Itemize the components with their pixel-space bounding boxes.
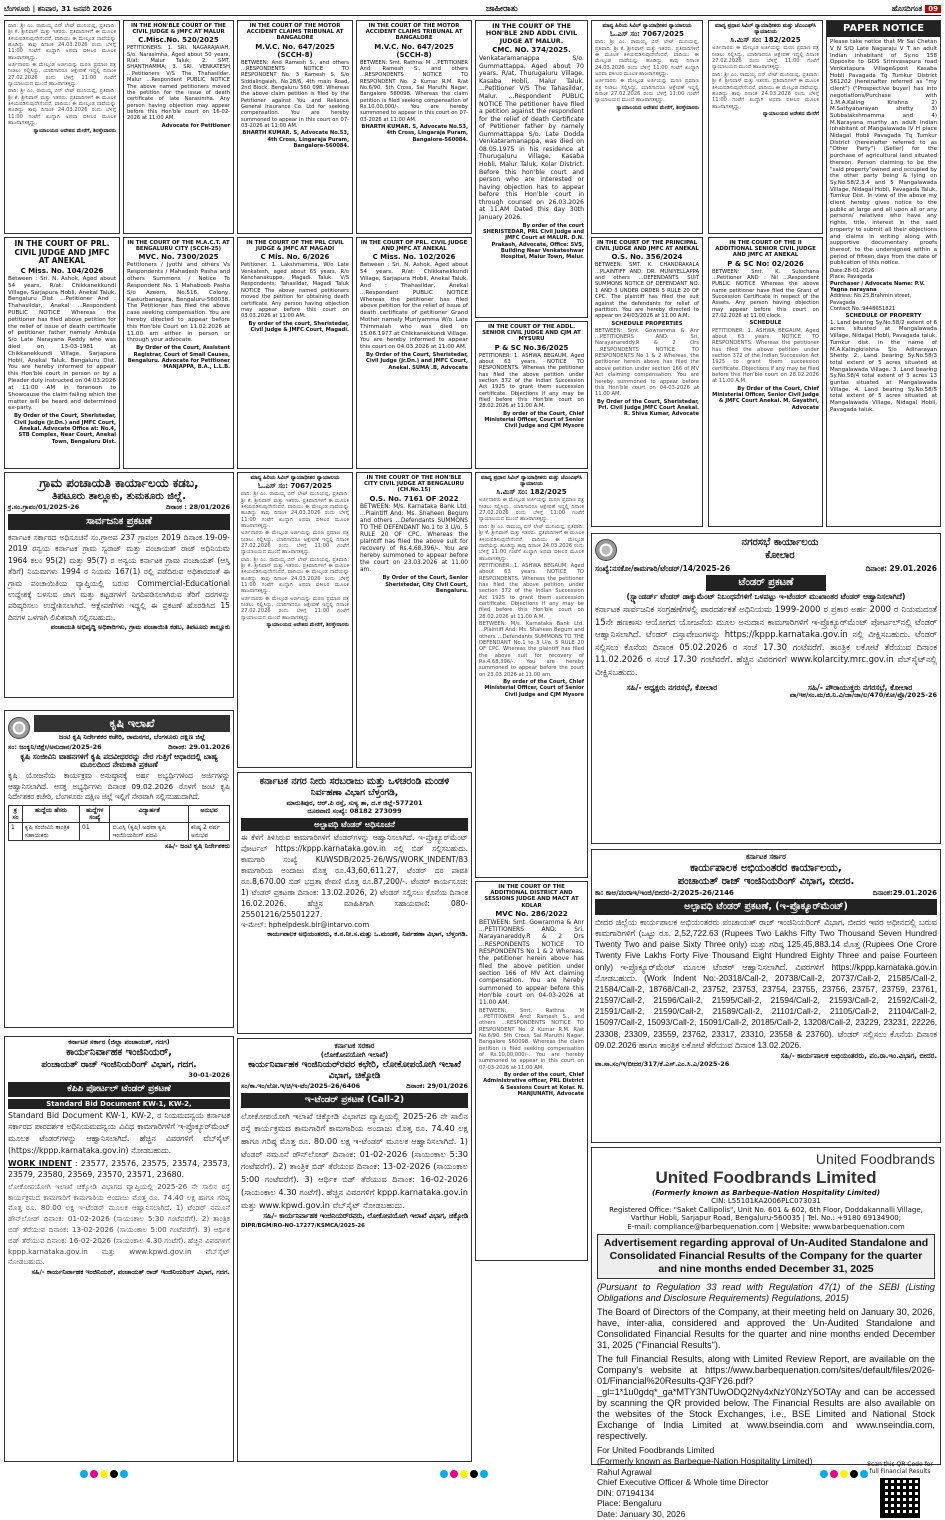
notice-body: ವಾದಿ: ಶ್ರೀ ಎಂ. ರಾಮಯ್ಯ ಬಿನ್ ಲೇಟ್ ಮುನಿಯಪ್ಪ, ಪ್ರತಿವಾದಿ: ಶ್ರೀ ಕೆ. ಶ್ರೀನಿವಾಸ್ ಮತ್ತು ಇತರರು. ಪ್ರತಿವಾದಿಗಳಿಗೆ ಈ ಮೂಲಕ ತಿಳಿಯಪಡಿಸುವುದೇನೆಂದರೆ, ವಾದಿಯು ಈ ಮೇಲ್ಕಂಡ ದಾವೆಯನ್ನು ಹೂಡಿದ್ದು ತಾವು ದಿನಾಂಕ 24.03.2026 ರಂದು ಬೆಳಿಗ್ಗೆ 11:00 ಗಂಟೆಗೆ ಖುದ್ದಾಗಿ ಅಥವಾ ವಕೀಲರ ಮೂಲಕ ಹಾಜರಾಗತಕ್ಕದ್ದು. bbox=[241, 491, 349, 529]
notice-signature: By Order of the Court, Senior Sheristedar, City Civil Court, Bengaluru. bbox=[382, 575, 468, 594]
notice-c6-anekal-os bbox=[591, 237, 703, 527]
kw-tender-notice bbox=[4, 1036, 234, 1462]
water-title: ಕರ್ನಾಟಕ ನಗರ ನೀರು ಸರಬರಾಜು ಮತ್ತು ಒಳಚರಂಡಿ ಮಂಡಳಿ bbox=[259, 776, 450, 787]
case-number: C Miss. No. 102/2026 bbox=[372, 253, 456, 262]
paper-notice-date: Date:28-01-2026 bbox=[830, 268, 875, 275]
gp-date: ದಿನಾಂಕ : 28/01/2026 bbox=[166, 502, 230, 511]
kw-title: ಕಾರ್ಯನಿರ್ವಾಹಕ ಇಂಜಿನಿಯರ್, bbox=[66, 1047, 172, 1059]
notice-body: BETWEEN: M/s. Karnataka Bank Ltd. ...Plaintiff And: Ms. Shaheen Begum and others ...Defendants SUMMONS TO THE DEFENDANT No.1 to 3 U/o. 5 RULE 20 OF CPC. Whereas the plaintiff has filed the above suit for recovery of Rs.4,68,396/-. You are hereby summoned to appear before the court on 23.03.2026 at 11.00 am. bbox=[360, 503, 468, 574]
notice-c6-kannada bbox=[591, 20, 703, 234]
kolar-ref: ಸಂಖ್ಯೆ:ನಸಕೋ/ಕಾಮಗಾರಿ/ಟೆಂಡರ್/14/2025-26 bbox=[595, 564, 731, 573]
krishi-ref: ಸಂ: ಜಂಕೃನಿ/ಜಿಕ್ಷೇ/ಅನುದಾನ/2025-26 bbox=[8, 742, 102, 751]
krishi-table bbox=[8, 805, 230, 841]
krishi-office: ಜಂಟಿ ಕೃಷಿ ನಿರ್ದೇಶಕರ ಕಚೇರಿ, ರಾಮನಗರ, ಬೆಂಗಳೂರು ದಕ್ಷಿಣ ಜಿಲ್ಲೆ bbox=[58, 733, 206, 742]
krishi-notice bbox=[4, 710, 234, 1028]
court-name: IN THE COURT OF THE PRL CIVIL JUDGE & JMFC AT MAGADI bbox=[246, 240, 344, 253]
case-number: P & SC No: 02/2026 bbox=[727, 259, 804, 268]
court-name: IN THE COURT OF THE PRINCIPAL CIVIL JUDGE AND JMFC AT ANEKAL bbox=[595, 240, 699, 253]
notice-body: ಅರ್ಜಿದಾರರು ಈ ಮೇಲ್ಕಂಡ ಅರ್ಜಿಯನ್ನು ಮರಣ ಪ್ರಮಾಣ ಪತ್ರ ನೀಡಲು ಸಲ್ಲಿಸಿದ್ದು, ಯಾರಿಗಾದರೂ ಆಕ್ಷೇಪಣೆ ಇದ್ದಲ್ಲಿ ದಿನಾಂಕ 27.02.2026 ರಂದು ಬೆಳಿಗ್ಗೆ 11:00 ಗಂಟೆಗೆ ನ್ಯಾಯಾಲಯದ ಮುಂದೆ ಹಾಜರಾಗತಕ್ಕದ್ದು. bbox=[712, 45, 819, 71]
kolar-city: ಕೋಲಾರ bbox=[765, 550, 795, 561]
case-number: ಸಿ.ಮಿಸ್ ಸಂ: 182/2025 bbox=[496, 488, 567, 497]
paper-notice-address: Address: No.25,Brahmin street, Pavagada bbox=[830, 293, 912, 306]
bidar-signature: ಸಹಿ/- ಕಾರ್ಯಪಾಲಕ ಅಭಿಯಂತರರು, ಪಂ.ರಾ.ಇಂ.ವಿಭಾಗ, ಬೀದರ. bbox=[780, 1052, 937, 1060]
krishi-signature: ಸಹಿ/- ಜಂಟಿ ಕೃಷಿ ನಿರ್ದೇಶಕರು bbox=[164, 842, 230, 851]
case-number: C.Misc.No. 520/2025 bbox=[138, 36, 219, 45]
pwd-banner: ಇ-ಟೆಂಡರ್ ಪ್ರಕಟಣೆ (Call-2) bbox=[241, 1093, 468, 1108]
water-body: ಈ ಕೆಳಗೆ ತಿಳಿಸಿರುವ ಕಾಮಗಾರಿಗಳಿಗೆ ಟೆಂಡರ್‌ಗಳನ್ನು ಆಹ್ವಾನಿಸಲಾಗಿದೆ. ಇ-ಪ್ರೊಕ್ಯೂರ್‌ಮೆಂಟ್ ಪೋರ್ಟಲ್ https://kppp.karnataka.gov.in ನಲ್ಲಿ ಬಿಡ್ ಸಲ್ಲಿಸಬಹುದು. ಕಾಮಗಾರಿ ಸಂಖ್ಯೆ KUWSDB/2025-26/WS/WORK_INDENT/83 ಕಾಮಗಾರಿಯ ಅಂದಾಜು ಮೊತ್ತ ರೂ.43,60,611.27, ಟೆಂಡರ್ ದರ ಪಾವತಿ ರೂ.8,670.00 ಬಿಡ್ ಭದ್ರತಾ ಠೇವಣಿ ಮೊತ್ತ ರೂ.87,200/-. ಟೆಂಡರ್ ಕಾರ್ಯಸೂಚಿ: 1) ಟೆಂಡರ್ ಪ್ರಕಟಣಾ ದಿನಾಂಕ: 13.02.2026, 2) ಟೆಂಡರ್ ಸಲ್ಲಿಸಲು ಕೊನೆಯ ದಿನಾಂಕ 16.02.2026. ಹೆಚ್ಚಿನ ಮಾಹಿತಿಗಾಗಿ ಸಹಾಯವಾಣಿ: 080-25501216/25501227. bbox=[241, 833, 468, 919]
notice-body: BETWEEN: Smt. Rathna. M ...PETITIONER And: Ramesh S., and others ...RESPONDENTS NOTICE TO RESPONDENT No. 2 Kumar R.M. R/at No.6/90, 5th Cross, Sai Maruthi Nagar, Bangalore 560098. Whereas the claim petition is filed seeking compensation of Rs.10,00,000/-. You are hereby summoned to appear in this court on 07-03-2026 at 11:00 AM. bbox=[360, 59, 468, 123]
masthead-date: ಬೆಂಗಳೂರು | ಶನಿವಾರ, 31 ಜನವರಿ 2026 bbox=[4, 4, 112, 13]
court-name: ಮಾನ್ಯ ಹಿರಿಯ ಸಿವಿಲ್ ನ್ಯಾಯಾಧೀಶರ ನ್ಯಾಯಾಲಯ bbox=[602, 23, 692, 29]
notice-signature: ನ್ಯಾಯಾಲಯದ ಆದೇಶದ ಮೇರೆಗೆ, ಶಿರಸ್ತೇದಾರರು bbox=[266, 622, 349, 629]
registration-marks-right bbox=[820, 1470, 882, 1478]
kw-indent-label: WORK INDENT bbox=[8, 1158, 72, 1168]
gp-subtitle: ತಿಪಟೂರು ತಾಲ್ಲೂಕು, ತುಮಕೂರು ಜಿಲ್ಲೆ. bbox=[52, 491, 186, 503]
notice-body: Petitioners / Jyothi and others Vs Respondents / Mahadesh Pasha and others Summons / Notice To Respondent No. 1 Mahaboob Pasha S/o Azeem, No.516, Colony, Kasturbanagara, Bengaluru-560038. The Petitioner has filed the above case seeking compensation. You are hereby directed to appear before this Hon'ble Court on 11.02.2026 at 11.00 am either in person or through your advocate. bbox=[127, 262, 230, 344]
notice-c5-kannada bbox=[475, 472, 588, 878]
bidar-subtitle: ಪಂಚಾಯತ್ ರಾಜ್ ಇಂಜಿನಿಯರಿಂಗ್ ವಿಭಾಗ, ಬೀದರ. bbox=[677, 875, 855, 887]
kw-body-extra: ಲೋಕೋಪಯೋಗಿ ಇಲಾಖೆ ಚಿಕ್ಕೋಡಿ ವಿಭಾಗದ ವ್ಯಾಪ್ತಿಯಲ್ಲಿ 2025-26 ನೇ ಸಾಲಿನ ರಸ್ತೆ ಕಾರ್ಯಕ್ರಮದ ಕಾಮಗಾರಿಗೆ ಕಾಮಗಾರಿಯ ಅಂದಾಜು ಮೊತ್ತ ರೂ. 74.40 ಲಕ್ಷ ಹಾಗೂ ಗರಿಷ್ಠ ಮೊತ್ತ ರೂ. 80.00 ಲಕ್ಷ ಇ-ಟೆಂಡರ್ ಮೂಲಕ ಆಹ್ವಾನಿಸಲಾಗಿದೆ. 1) ಟೆಂಡರ್ ನಮೂನೆ ಡೌನ್‌ಲೋಡ್ ದಿನಾಂಕ: 01-02-2026 (ಸಾಯಂಕಾಲ 5:30 ಗಂಟೆವರೆಗೆ). 2) ತಾಂತ್ರಿಕ ಬಿಡ್ ತೆರೆಯುವ ದಿನಾಂಕ: 13-02-2026 (ಸಾಯಂಕಾಲ 5:00 ಗಂಟೆವರೆಗೆ). 3) ಆರ್ಥಿಕ ಬಿಡ್ ತೆರೆಯುವ ದಿನಾಂಕ: 16-02-2026 (ಸಾಯಂಕಾಲ 4.30 ಗಂಟೆಗೆ). ಹೆಚ್ಚಿನ ವಿವರಗಳಿಗೆ kppp.karnataka.gov.in ಮತ್ತು www.kpwd.gov.in ವೆಬ್‌ಸೈಟ್ ನೋಡಬಹುದು. bbox=[8, 1181, 231, 1267]
paper-notice-body: Please take notice that Mr Sai Chetan V N S/O Late Nagaraju V T an adult Indian inhabitant of Sy.no 158 Opposite to GDS Srinivasapura road Venkatapura Village&post Kasaba Hobli Pavagada Tq Tumkur District 561202 (hereinafter referred as "my client") ("Prospective buyer) has into negotiations/Purchase with 1.M.A.Kaling Krishna 2) M.Sathyanarayan shetty 3) Subbalakshmamma and 4) M.Narayana murthy an adult Indian inhabitant of Mangalawada IV H place Nidagal Hobli Pavagada Tq Tumkur District (hereinafter referred to as "Other Party") (Seller) for the purchase of agricultural land situated thereon. Person claiming to be the "said property"owned and occupied by the other party being & lying on Sy.No.58/2,3,4 and 5 Mangalawada Village, Nidagal Hobli, Pavagada Taluk, Tumkur Dist. In view of the above my client hereby gives notice to the public at large and all upon all or any persons/ relatives who have any rights, title, interest in the said property to submit all their objections and claims in writing along with supportive documentary proofs thereof, to the undersigned within a period of fifteen days from the date of publication of this notice. bbox=[830, 39, 937, 267]
water-board-tender bbox=[237, 772, 472, 1034]
bidar-banner: ಅಲ್ಪಾವಧಿ ಟೆಂಡರ್ ಪ್ರಕಟಣೆ, (ಇ-ಪ್ರೊಕ್ಯೂರ್‌ಮೆಂಟ್) bbox=[595, 899, 937, 915]
notice-signature: BHARTH KUMAR. S, Advocate No.53, 4th Cross, Lingaraja Puram, Bangalore-560084. bbox=[242, 130, 349, 150]
notice-signature: By order of the court, Sheristedar, Civil Judge & JMFC Court, Magadi. bbox=[248, 320, 349, 333]
kw-indent-list: : 23577, 23576, 23575, 23574, 23573, 23579, 23580, 23569, 23570, 23571, 23680. bbox=[8, 1158, 230, 1180]
notice-body: ಅರ್ಜಿದಾರರು ಈ ಮೇಲ್ಕಂಡ ಅರ್ಜಿಯನ್ನು ಮರಣ ಪ್ರಮಾಣ ಪತ್ರ ನೀಡಲು ಸಲ್ಲಿಸಿದ್ದು, ಯಾರಿಗಾದರೂ ಆಕ್ಷೇಪಣೆ ಇದ್ದಲ್ಲಿ ದಿನಾಂಕ 27.02.2026 ರಂದು ಬೆಳಿಗ್ಗೆ 11:00 ಗಂಟೆಗೆ ನ್ಯಾಯಾಲಯದ ಮುಂದೆ ಹಾಜರಾಗತಕ್ಕದ್ದು. bbox=[241, 530, 349, 556]
notice-signature: BHARTH KUMAR. S, Advocate No.53, 4th Cross, Lingaraja Puram, Bangalore-560084. bbox=[361, 124, 468, 143]
notice-text: ವಾದಿ: ಶ್ರೀ ಎಂ. ರಾಮಯ್ಯ ಬಿನ್ ಲೇಟ್ ಮುನಿಯಪ್ಪ, ಪ್ರತಿವಾದಿ: ಶ್ರೀ ಕೆ. ಶ್ರೀನಿವಾಸ್ ಮತ್ತು ಇತರರು. ಪ್ರತಿವಾದಿಗಳಿಗೆ ಈ ಮೂಲಕ ತಿಳಿಯಪಡಿಸುವುದೇನೆಂದರೆ, ವಾದಿಯು ಈ ಮೇಲ್ಕಂಡ ದಾವೆಯನ್ನು ಹೂಡಿದ್ದು ತಾವು ದಿನಾಂಕ 24.03.2026 ರಂದು ಬೆಳಿಗ್ಗೆ 11:00 ಗಂಟೆಗೆ ಖುದ್ದಾಗಿ ಅಥವಾ ವಕೀಲರ ಮೂಲಕ ಹಾಜರಾಗತಕ್ಕದ್ದು. bbox=[8, 88, 116, 127]
uf-para-2: The full Financial Results, along with Limited Review Report, are available on the Company's website at https://www.barbequenation.com/sites/default/files/2026-01/Financial%20Results-Q3FY26.pdf?_gl=1*1u0gdq*_ga*MTY3NTUwODQ2Ny4xNzY0NzY5OTAy and can be accessed by scanning the QR provided below. The Financial Results are also available on the websites of the Stock Exchanges, i.e., BSE Limited and National Stock Exchange of India Limited at www.bseindia.com and www.nseindia.com, respectively. bbox=[597, 1354, 935, 1442]
notice-signature: ನ್ಯಾಯಾಲಯದ ಆದೇಶದ ಮೇರೆಗೆ bbox=[763, 110, 819, 117]
notice-body: BETWEEN: Smt. Rathna. M ...PETITIONER And: Ramesh S., and others ...RESPONDENTS NOTICE TO RESPONDENT No. 2 Kumar R.M. R/at No.6/90, 5th Cross, Sai Maruthi Nagar, Bangalore 560098. Whereas the claim petition is filed seeking compensation of Rs.10,00,000/-. You are hereby summoned to appear in this court on 07-03-2026 at 11:00 AM. bbox=[479, 1007, 584, 1071]
court-name: ಮಾನ್ಯ ಪ್ರಧಾನ ಸಿವಿಲ್ ನ್ಯಾಯಾಧೀಶರು ಮತ್ತು ಜೆಎಂಎಫ್‌ಸಿ ನ್ಯಾಯಾಲಯ bbox=[480, 475, 583, 488]
notice-c1-filler bbox=[4, 20, 120, 234]
masthead bbox=[4, 3, 941, 16]
uf-formerly: (Formerly known as Barbeque-Nation Hospitality Limited) bbox=[651, 1188, 881, 1197]
case-number: M.V.C. No. 647/2025 (SCCH-8) bbox=[374, 42, 454, 59]
case-number: P & SC No.36/2025 bbox=[494, 343, 569, 352]
united-foodbrands-ad bbox=[591, 1147, 941, 1520]
court-name: IN THE COURT OF THE HON'BLE 2ND ADDL CIVIL JUDGE AT MALUR. bbox=[485, 22, 578, 45]
pwd-signature: ಸಹಿ/- ಕಾರ್ಯನಿರ್ವಾಹಕ ಇಂಜಿನಿಯರ್‌ರವರು, ಲೋಕೋಪಯೋಗಿ ಇಲಾಖೆ ವಿಭಾಗ, ಚಿಕ್ಕೋಡಿ bbox=[263, 1212, 468, 1221]
case-number: C Mis. No. 6/2026 bbox=[260, 253, 330, 262]
kw-date: 30-01-2026 bbox=[188, 1070, 230, 1079]
notice-c5-citycivil bbox=[356, 472, 472, 768]
kolar-sig-right: ಸಹಿ/- ಪೌರಾಯುಕ್ತರು ನಗರಸಭೆ, ಕೋಲಾರ bbox=[807, 682, 913, 692]
notice-signature: By Order of the Court, Sheristedar, Civil Judge (Jr.Dn.) and JMFC Court, Anekal. Advocate Office at: No.4, STB Complex, Near Court, Anekal Town, Bengaluru Dist. bbox=[13, 413, 116, 445]
notice-c4-anekal bbox=[356, 237, 472, 469]
notice-signature: By order of the Court, Chief Ministerial Officer, Court of Senior Civil Judge and CJM Mysore bbox=[484, 410, 584, 430]
kolar-body: ಕರ್ನಾಟಕ ಸಾರ್ವಜನಿಕ ಸಂಗ್ರಹಣೆಗಳಲ್ಲಿ ಪಾರದರ್ಶಕತೆ ಅಧಿನಿಯಮ 1999-2000 ರ ಪ್ರಕಾರ ಅರ್ಹ 2000 ರ ನಿಯಮದಂತೆ 15ನೇ ಹಣಕಾಸು ಆಯೋಗದ ಯೋಜನೆಯ ಮೂಲ ಅನುದಾನ ಕಾಮಗಾರಿಗಳಿಗೆ ಇ-ಪ್ರೊಕ್ಯೂರ್‌ಮೆಂಟ್ ಪೋರ್ಟಲ್‌ನಲ್ಲಿ ಟೆಂಡರ್ ಆಹ್ವಾನಿಸಲಾಗಿದೆ. ಟೆಂಡರ್ ದಸ್ತಾವೇಜುಗಳನ್ನು https://kppp.karnataka.gov.in ನಲ್ಲಿ ವೀಕ್ಷಿಸಬಹುದು. ಟೆಂಡರ್ ಸಲ್ಲಿಸಲು ಕೊನೆಯ ದಿನಾಂಕ 05.02.2026 ರ ಸಂಜೆ 17.30 ಗಂಟೆವರೆಗೆ. ತಾಂತ್ರಿಕ ಲಕೋಟೆ ತೆರೆಯುವ ದಿನಾಂಕ 11.02.2026 ರ ಸಂಜೆ 17.30 ಗಂಟೆವರೆಗೆ. ಹೆಚ್ಚಿನ ವಿವರಗಳಿಗೆ www.kolarcity.mrc.gov.in ವೆಬ್‌ಸೈಟ್‌ನಲ್ಲಿ ವೀಕ್ಷಿಸಬಹುದು. bbox=[595, 603, 937, 677]
case-number: ಸಿ.ಮಿಸ್ ಸಂ: 182/2025 bbox=[730, 36, 801, 45]
schedule-title: SCHEDULE bbox=[749, 320, 782, 327]
notice-text: ಅರ್ಜಿದಾರರು ಈ ಮೇಲ್ಕಂಡ ಅರ್ಜಿಯನ್ನು ಮರಣ ಪ್ರಮಾಣ ಪತ್ರ ನೀಡಲು ಸಲ್ಲಿಸಿದ್ದು, ಯಾರಿಗಾದರೂ ಆಕ್ಷೇಪಣೆ ಇದ್ದಲ್ಲಿ ದಿನಾಂಕ 27.02.2026 ರಂದು ಬೆಳಿಗ್ಗೆ 11:00 ಗಂಟೆಗೆ ನ್ಯಾಯಾಲಯದ ಮುಂದೆ ಹಾಜರಾಗತಕ್ಕದ್ದು. bbox=[8, 62, 116, 88]
pwd-date: ದಿನಾಂಕ: 29/01/2026 bbox=[406, 1081, 468, 1090]
notice-c3-mact bbox=[237, 20, 353, 234]
notice-c4-mact bbox=[356, 20, 472, 234]
court-name: IN THE HON'BLE COURT OF THE CIVIL JUDGE & JMFC AT MALUR bbox=[131, 23, 226, 36]
qr-code-icon[interactable] bbox=[880, 1478, 920, 1518]
notice-body: ವಾದಿ: ಶ್ರೀ ಎಂ. ರಾಮಯ್ಯ ಬಿನ್ ಲೇಟ್ ಮುನಿಯಪ್ಪ, ಪ್ರತಿವಾದಿ: ಶ್ರೀ ಕೆ. ಶ್ರೀನಿವಾಸ್ ಮತ್ತು ಇತರರು. ಪ್ರತಿವಾದಿಗಳಿಗೆ ಈ ಮೂಲಕ ತಿಳಿಯಪಡಿಸುವುದೇನೆಂದರೆ, ವಾದಿಯು ಈ ಮೇಲ್ಕಂಡ ದಾವೆಯನ್ನು ಹೂಡಿದ್ದು ತಾವು ದಿನಾಂಕ 24.03.2026 ರಂದು ಬೆಳಿಗ್ಗೆ 11:00 ಗಂಟೆಗೆ ಖುದ್ದಾಗಿ ಅಥವಾ ವಕೀಲರ ಮೂಲಕ ಹಾಜರಾಗತಕ್ಕದ್ದು. bbox=[712, 71, 820, 110]
uf-para-1: The Board of Directors of the Company, at their meeting held on January 30, 2026, have, inter-alia, considered and approved the Un-Audited Standalone and Consolidated Financial Results for the quarter and nine months ended December 31, 2025 ("Financial Results"). bbox=[597, 1306, 935, 1351]
uf-signer: Rahul Agrawal bbox=[597, 1466, 652, 1477]
case-number: MVC. No. 7300/2025 bbox=[138, 253, 219, 262]
notice-body: Between : Sri. N. Ashok, Aged about 54 years, R/at: Chikkanekkundi Village, Sarjapura Hobli, Anekal Taluk, Bengaluru Dist. ...Petitioner And : Thahasildar, Anekal ...Respondent PUBLIC NOTICE Whereas the petitioner has filed above petition for the relief of issue of death certificate of petitioner father namely Ambuja S/o Late Narayana Reddy who was died on 13-03-1981 at Chikkanekkundi Village, Sarjapura Hobli, Anekal Taluk, Bengaluru Dist. You are hereby informed to appear this Hon'ble court in person or by a Pleader duly instructed on 04.03.2026 at 11:00 AM in forenoon to Showcause the claim failing which the matter will be heard and determined ex-party. bbox=[8, 275, 116, 412]
case-number: O.S. No. 7161 OF 2022 bbox=[369, 494, 459, 503]
paper-notice-signer: Purchaser / Advocate Name: P.V. Yagna narayana bbox=[830, 280, 925, 294]
court-name: IN THE COURT OF THE II ADDITIONAL SENIOR CIVIL JUDGE AND JMFC AT ANEKAL bbox=[715, 240, 816, 259]
notice-body: PETITIONER: 1. ASHWA BEGAUM, Aged about 63 years. NOTICE TO RESPONDENTS. Whereas the petitioner has filed the above petition under section 372 of the Indian Succession Act 1925 to grant them succession certificate. Objections if any may be filed before this Hon'ble court on 28.02.2026 at 11.00 A.M. bbox=[712, 327, 820, 385]
kolar-ref-row bbox=[595, 564, 937, 573]
uf-din: DIN: 07194134 bbox=[597, 1487, 655, 1498]
notice-c6-anekal-psc bbox=[708, 237, 823, 527]
table-header: ಅನುಭವ bbox=[189, 805, 230, 823]
krishi-date: ದಿನಾಂಕ: 29.01.2026 bbox=[168, 742, 230, 751]
notice-mid-kannada-1 bbox=[237, 472, 353, 768]
notice-signature: By Order of the Court, Sheristedar, Civil Judge (Jr.Dn.) and JMFC Court, Anekal. SUMA .B, Advocate bbox=[365, 352, 468, 371]
uf-place: Place: Bengaluru bbox=[597, 1498, 662, 1509]
paper-notice-title: PAPER NOTICE bbox=[827, 21, 940, 37]
table-header-row bbox=[9, 805, 230, 823]
kolar-sig-left: ಸಹಿ/- ಅಧ್ಯಕ್ಷರು ನಗರಸಭೆ, ಕೋಲಾರ bbox=[626, 682, 718, 692]
notice-body: PETITIONER: 1. ASHWA BEGAUM, Aged about 63 years. NOTICE TO RESPONDENTS. Whereas the petitioner has filed the above petition under section 372 of the Indian Succession Act 1925 to grant them succession certificate. Objections if any may be filed before this Hon'ble court on 28.02.2026 at 11.00 A.M. bbox=[479, 562, 584, 620]
case-number: ಓ.ಎಸ್ ಸಂ: 7067/2025 bbox=[258, 482, 332, 491]
court-name: IN THE COURT OF THE MOTOR ACCIDENT CLAIMS TRIBUNAL AT BANGALORE bbox=[365, 23, 463, 42]
notice-c3-magadi bbox=[237, 237, 353, 469]
paper-notice-contact: Contact No.:9448651821 bbox=[830, 306, 896, 313]
bidar-tender bbox=[591, 849, 941, 1143]
notice-body: BETWEEN: Smt. Gowramma & Anr ...PETITIONERS AND: Sri. Narayanareddy.R & 2 Ors ...RESPONDENTS NOTICE TO RESPONDENTS No 1 & 2 Whereas, the petitioner herein above has filed the above petition under section 166 of MV Act claiming compensation. You are hereby summoned to appear before this Hon'ble court on 04-03-2026 at 11.00 AM. bbox=[479, 918, 584, 1007]
uf-regulation: (Pursuant to Regulation 33 read with Regulation 47(1) of the SEBI (Listing Obligations and Disclosure Requirements) Regulations, 2015) bbox=[597, 1281, 935, 1303]
kw-banner2: Standard Bid Document KW-1, KW-2, bbox=[8, 1099, 230, 1109]
notice-body: Between : Sri. N. Ashok, Aged about 54 years, R/at: Chikkanekkundi Village, Sarjapura Hobli, Anekal Taluk. And : Thahasildar, Anekal ...Respondent PUBLIC NOTICE Whereas the petitioner has filed above petition for the relief of issue of death certificate of petitioner Grand Mother namely Muniyamma W/o. Late Thimmaiah who was died on 15.06.1977 at Chikkanekkundi Village. You are hereby informed to appear this court on 04.03.2026 at 11:00 AM. bbox=[360, 262, 468, 351]
case-number: O.S. No. 356/2024 bbox=[611, 253, 683, 262]
table-header: ವಿದ್ಯಾರ್ಹತೆ bbox=[110, 805, 189, 823]
court-name: IN THE COURT OF THE ADDITIONAL DISTRICT AND SESSIONS JUDGE AND MACT AT KOLAR bbox=[484, 884, 579, 909]
pwd-title: ಕಾರ್ಯನಿರ್ವಾಹಕ ಇಂಜಿನಿಯರ್‌ರವರ ಕಛೇರಿ, ಲೋಕೋಪಯೋಗಿ ಇಲಾಖೆ ವಿಭಾಗ, ಚಿಕ್ಕೋಡಿ bbox=[248, 1060, 461, 1081]
bidar-body: ಬೀದರ ಜಿಲ್ಲೆಯ ಕಾರ್ಯಪಾಲಕ ಅಭಿಯಂತರರು ಪಂಚಾಯತ್ ರಾಜ್ ಇಂಜಿನಿಯರಿಂಗ್ ವಿಭಾಗ, ಬೀದರ ಇವರ ಅಧೀನದಲ್ಲಿ ಬರುವ ಕಾಮಗಾರಿಗಳಿಗೆ (ಒಟ್ಟು ರೂ. 2,52,722.63 (Rupees Two Lakhs Fifty Two Thousand Seven Hundred Twenty Two and paise Sixty Three only) ಮತ್ತು ಗರಿಷ್ಠ 125,45,883.14 ಮೊತ್ತ (Rupees One Crore Twenty Five Lakhs Forty Five Thousand Eight Hundred Eighty Three and paise Fourteen only) ಇ-ಪ್ರೊಕ್ಯೂರ್‌ಮೆಂಟ್ ಮೂಲಕ ಟೆಂಡರ್ ಆಹ್ವಾನಿಸಲಾಗಿದೆ. ವಿವರಗಳಿಗೆ https://kppp.karnataka.gov.in ನೋಡಬಹುದು. (Work Indent No:-20318/Call-2, 20738/Call-2, 20737/Call-2, 21585/Call-2, 21584/Call-2, 18768/Call-2, 23752, 23753, 23754, 23755, 23756, 23757, 23759, 23761, 21597/Call-2, 21596/Call-2, 21595/Call-2, 21594/Call-2, 21593/Call-2, 21592/Call-2, 21591/Call-2, 21590/Call-2, 21589/Call-2, 21101/Call-2, 21105/Call-2, 21104/Call-2, 15097/Call-2, 15093/Call-2, 15091/Call-2, 20185/Call-2, 13208/Call-2, 23229, 23231, 22226, 23308, 23309, 23559, 23762, 23317, 23310, 23558 & 23760). ಟೆಂಡರ್ ಸಲ್ಲಿಸಲು ಕೊನೆಯ ದಿನಾಂಕ 09.02.2026 ಹಾಗೂ ತಾಂತ್ರಿಕ ಲಕೋಟೆ ತೆರೆಯುವ ದಿನಾಂಕ 13.02.2026. bbox=[595, 916, 937, 1050]
notice-c5-malur bbox=[475, 20, 588, 318]
notice-body: ವಾದಿ: ಶ್ರೀ ಎಂ. ರಾಮಯ್ಯ ಬಿನ್ ಲೇಟ್ ಮುನಿಯಪ್ಪ, ಪ್ರತಿವಾದಿ: ಶ್ರೀ ಕೆ. ಶ್ರೀನಿವಾಸ್ ಮತ್ತು ಇತರರು. ಪ್ರತಿವಾದಿಗಳಿಗೆ ಈ ಮೂಲಕ ತಿಳಿಯಪಡಿಸುವುದೇನೆಂದರೆ, ವಾದಿಯು ಈ ಮೇಲ್ಕಂಡ ದಾವೆಯನ್ನು ಹೂಡಿದ್ದು ತಾವು ದಿನಾಂಕ 24.03.2026 ರಂದು ಬೆಳಿಗ್ಗೆ 11:00 ಗಂಟೆಗೆ ಖುದ್ದಾಗಿ ಅಥವಾ ವಕೀಲರ ಮೂಲಕ ಹಾಜರಾಗತಕ್ಕದ್ದು. bbox=[595, 39, 699, 77]
schedule-title: SCHEDULE OF PROPERTY bbox=[845, 312, 922, 319]
krishi-ref-row bbox=[8, 744, 230, 752]
kolar-title: ನಗರಸಭೆ ಕಾರ್ಯಾಲಯ bbox=[741, 537, 819, 548]
water-subtitle: ನಿರ್ವಹಣಾ ವಿಭಾಗ ಬೆಳ್ತಂಗಡಿ, bbox=[310, 788, 399, 799]
krishi-subject: ಕೃಷಿ ಸಂಜೀವಿನಿ ವಾಹನಗಳಿಗೆ ಕೃಷಿ ಪದವೀಧರರನ್ನು ನೇರ ಗುತ್ತಿಗೆ ಆಧಾರದಲ್ಲಿ ಬಾಹ್ಯ ಮೂಲದಿಂದ ನೇಮಕಾತಿ ಪ್ರಕಟಣೆ bbox=[20, 751, 218, 770]
pwd-ref-row bbox=[241, 1083, 468, 1091]
gp-title: ಗ್ರಾಮ ಪಂಚಾಯತಿ ಕಾರ್ಯಾಲಯ ಕಡಬ, bbox=[39, 476, 199, 490]
notice-body: ಅರ್ಜಿದಾರರು ಈ ಮೇಲ್ಕಂಡ ಅರ್ಜಿಯನ್ನು ಮರಣ ಪ್ರಮಾಣ ಪತ್ರ ನೀಡಲು ಸಲ್ಲಿಸಿದ್ದು, ಯಾರಿಗಾದರೂ ಆಕ್ಷೇಪಣೆ ಇದ್ದಲ್ಲಿ ದಿನಾಂಕ 27.02.2026 ರಂದು ಬೆಳಿಗ್ಗೆ 11:00 ಗಂಟೆಗೆ ನ್ಯಾಯಾಲಯದ ಮುಂದೆ ಹಾಜರಾಗತಕ್ಕದ್ದು. bbox=[595, 78, 699, 104]
pwd-footer: DIPR/BGM/RO-NO-17277/KSMCA/2025-26 bbox=[241, 1223, 365, 1230]
page-number: 09 bbox=[925, 5, 941, 14]
kw-office: ಕರ್ನಾಟಕ ಸರ್ಕಾರ (ಜಿಲ್ಲಾ ಪಂಚಾಯತ್, ಗದಗ) bbox=[68, 1038, 170, 1046]
notice-signature: By Order of the Court, Assistant Registrar, Court of Small Causes, Bengaluru. Advocate for Petitioner MANJAPPA, B.A., L.L.B. bbox=[127, 345, 230, 371]
notice-text: ವಾದಿ: ಶ್ರೀ ಎಂ. ರಾಮಯ್ಯ ಬಿನ್ ಲೇಟ್ ಮುನಿಯಪ್ಪ, ಪ್ರತಿವಾದಿ: ಶ್ರೀ ಕೆ. ಶ್ರೀನಿವಾಸ್ ಮತ್ತು ಇತರರು. ಪ್ರತಿವಾದಿಗಳಿಗೆ ಈ ಮೂಲಕ ತಿಳಿಯಪಡಿಸುವುದೇನೆಂದರೆ, ವಾದಿಯು ಈ ಮೇಲ್ಕಂಡ ದಾವೆಯನ್ನು ಹೂಡಿದ್ದು ತಾವು ದಿನಾಂಕ 24.03.2026 ರಂದು ಬೆಳಿಗ್ಗೆ 11:00 ಗಂಟೆಗೆ ಖುದ್ದಾಗಿ ಅಥವಾ ವಕೀಲರ ಮೂಲಕ ಹಾಜರಾಗತಕ್ಕದ್ದು. bbox=[8, 23, 116, 61]
court-name: IN THE COURT OF THE MOTOR ACCIDENT CLAIMS TRIBUNAL AT BANGALORE bbox=[246, 23, 344, 42]
notice-signature: By Order of the Court, Chief Ministerial Officer, Senior Civil Judge & JMFC Court Anekal. M. Gayathri, Advocate bbox=[712, 385, 819, 411]
notice-signature: By order of the court SHERISTEDAR, PRL Civil Judge and JMFC Court at MALUR. D.N. Prakash, Advocate, Office: SVS, Building Near Venkateshwar Hospital, Malur Town, Malur. bbox=[482, 222, 584, 261]
paper-name: ಹೊಸದಿಗಂತ bbox=[891, 4, 923, 14]
notice-c1-anekal bbox=[4, 237, 120, 469]
notice-c5-mysuru bbox=[475, 321, 588, 469]
uf-footer bbox=[597, 1445, 935, 1519]
kolar-footer: ವಾ/ಇಕ/ಸಂ.ಮ/ಜಿ.ನಿ.ವಿ/ಜಾ/ಜಾ/ಲ/470/ಕೋ/ಪ್ರೊ/2025-26 bbox=[789, 690, 937, 699]
uf-date: Date: January 30, 2026 bbox=[597, 1509, 686, 1520]
masthead-paper bbox=[892, 4, 941, 13]
schedule-title: SCHEDULE PROPERTIES bbox=[611, 320, 683, 327]
table-cell: ಬಿ.ಎಸ್ಸಿ (ಕೃಷಿ) ಅಥವಾ ಕೃಷಿ ಇಂಜಿನಿಯರಿಂಗ್ ಪದವಿ bbox=[110, 823, 189, 841]
water-address: ಮಾರುತಿಪುರ, ಆರ್.ಪಿ ರಸ್ತೆ, ಸುಳ್ಯ ತಾ, ದ.ಕ ಜಿಲ್ಲೆ-577201 bbox=[286, 798, 423, 807]
court-name: IN THE COURT OF THE M.A.C.T. AT BENGALURU CITY (SCCH-25) bbox=[127, 240, 230, 253]
registration-marks-left bbox=[80, 1470, 142, 1478]
uf-banner: Advertisement regarding approval of Un-Audited Standalone and Consolidated Financial Results of the Company for the quarter and nine months ended December 31, 2025 bbox=[597, 1234, 935, 1278]
table-cell: 01 bbox=[80, 823, 110, 841]
paper-notice bbox=[826, 20, 941, 527]
notice-c2-mact bbox=[123, 237, 234, 469]
kw-subtitle: ಪಂಚಾಯತ್ ರಾಜ್ ಇಂಜಿನಿಯರಿಂಗ್ ವಿಭಾಗ, ಗದಗ. bbox=[41, 1060, 197, 1071]
gp-signature: ಪಂಚಾಯತಿ ಅಭಿವೃದ್ಧಿ ಅಧಿಕಾರಿಗಳು, ಗ್ರಾಮ ಪಂಚಾಯಿತಿ ಕಡಬ, ತಿಪಟೂರು ತಾಲ್ಲೂಕು bbox=[50, 623, 230, 632]
notice-body: BETWEEN: Smt. Gowramma & Anr ...PETITIONERS AND: Sri. Narayanareddy.R & 2 Ors ...RESPONDENTS NOTICE TO RESPONDENTS No 1 & 2 Whereas, the petitioner herein above has filed the above petition under section 166 of MV Act claiming compensation. You are hereby summoned to appear before this Hon'ble court on 04-03-2026 at 11.00 AM. bbox=[595, 327, 699, 398]
notice-body: Venkataramanappa S/o. Gummattappa, Aged about 70 years, R/at, Thurugaluru Village, Kasaba Hobli, Malur Taluk. ...Petitioner V/S The Tahasildar, Malur. ...Respondent PUBLIC NOTICE The petitioner have filed a petition against the respondent for the relief of death Certificate of Petitioner father by namely Gummattappa S/o. Late Dodda Venkataramanappa, was died on 08.05.1975 in his residence at Thurugaluru Village, Kasaba Hobli, Malur Taluk, Kolar District. Before this hon'ble court and person who are interested or having objection has to appear before this Hon'ble court in through counsel on 26.03.2026 at 11.AM Dated this day 30th January 2026. bbox=[479, 55, 584, 221]
court-name: ಮಾನ್ಯ ಪ್ರಧಾನ ಸಿವಿಲ್ ನ್ಯಾಯಾಧೀಶರು ಮತ್ತು ಜೆಎಂಎಫ್‌ಸಿ ನ್ಯಾಯಾಲಯ bbox=[714, 23, 817, 36]
table-cell: ಕನಿಷ್ಠ 2 ವರ್ಷ ಅನುಭವ bbox=[189, 823, 230, 841]
bidar-date: ದಿನಾಂಕ:29.01.2026 bbox=[872, 888, 937, 897]
notice-c6-kannada-b bbox=[708, 20, 823, 234]
paper-notice-schedule: 1. Land bearing Sy.No.58/2 extent of 6 acres situated at Mangalawada Village, Nidagal Hobli, Pavagada taluk, Tumkur dist. in the name of M.A.Kalingkrishna S/o Adinarayan Shetty. 2. Land bearing Sy.No.58/3 total extent of 5 acres situated at Mangalawada Village. 3. Land bearing Sy.No.58/4 total extent of 3 acres 13 guntas situated at Mangalawada Village. 4. Land bearing Sy.No.58/5 total extent of 5 acres situated at Mangalawada Village, Nidagal Hobli, Pavagada taluk. bbox=[830, 319, 937, 413]
case-number: M.V.C. No. 647/2025 (SCCH-8) bbox=[255, 42, 335, 59]
registration-marks-mid bbox=[440, 1470, 502, 1478]
krishi-title: ಕೃಷಿ ಇಲಾಖೆ bbox=[34, 715, 230, 732]
notice-c5-kolar-mact bbox=[475, 881, 588, 1261]
kw-body: Standard Bid Document KW-1, KW-2, ರ ನಿಯಮದನ್ವಯ ಕರ್ನಾಟಕ ಸರ್ಕಾರದ ಪಾರದರ್ಶಕ ಅಧಿನಿಯಮದನ್ವಯ ವಿವಿಧ ಕಾಮಗಾರಿಗಳಿಗೆ ಇ-ಪ್ರೊಕ್ಯೂರ್‌ಮೆಂಟ್ ಮೂಲಕ ಟೆಂಡರ್‌ಗಳನ್ನು ಆಹ್ವಾನಿಸಲಾಗಿದೆ. ಹೆಚ್ಚಿನ ವಿವರಗಳಿಗೆ ವೆಬ್‌ಸೈಟ್ (https://kppp.karnataka.gov.in) ನೋಡಬಹುದು. bbox=[8, 1110, 230, 1155]
court-name: IN THE COURT OF PRL. CIVIL JUDGE AND JMFC AT ANEKAL bbox=[14, 239, 110, 266]
gp-banner: ಸಾರ್ವಜನಿಕ ಪ್ರಕಟಣೆ bbox=[8, 514, 230, 530]
notice-signature: By order of the Court, Chief Ministerial Officer, Court of Senior Civil Judge and CJM Mysore bbox=[484, 679, 584, 698]
masthead-section: ಜಾಹೀರಾತು bbox=[486, 3, 518, 14]
court-name: IN THE COURT OF PRL. CIVIL JUDGE AND JMFC AT ANEKAL bbox=[360, 240, 468, 253]
court-name: IN THE COURT OF THE HON'BLE CITY CIVIL JUDGE AT BENGALURU (CH.No.15) bbox=[363, 475, 465, 494]
uf-office: Registered Office: "Saket Callipolis", Unit No. 601 & 602, 6th Floor, Doddakannalli Village, Varthur Hobli, Sarjapur Road, Bengaluru-560035 | Tel. No.: +9180 69134900; bbox=[609, 1205, 923, 1223]
notice-signature: ನ್ಯಾಯಾಲಯದ ಆದೇಶದ ಮೇರೆಗೆ, ಶಿರಸ್ತೇದಾರರು bbox=[33, 127, 116, 134]
government-emblem-icon bbox=[8, 717, 30, 739]
case-number: MVC No. 286/2022 bbox=[495, 909, 568, 918]
kolar-tender bbox=[591, 533, 941, 844]
notice-signature: Advocate for Petitioner bbox=[161, 122, 230, 129]
water-phone: ದೂರವಾಣಿ ಸಂಖ್ಯೆ: 08182 273099 bbox=[307, 807, 402, 816]
bidar-office: ಕರ್ನಾಟಕ ಸರ್ಕಾರ bbox=[746, 853, 786, 861]
uf-logo: United Foodbrands bbox=[815, 1151, 935, 1167]
notice-body: PETITIONER: 1. ASHWA BEGAUM, Aged about 63 years. NOTICE TO RESPONDENTS. Whereas the petitioner has filed the above petition under section 372 of the Indian Succession Act 1925 to grant them succession certificate. Objections if any may be filed before this Hon'ble court on 28.02.2026 at 11.00 A.M. bbox=[479, 352, 584, 410]
table-cell: ಕೃಷಿ ಸಂಜೀವಿನಿ ತಾಂತ್ರಿಕ ಸಹಾಯಕರು bbox=[22, 823, 79, 841]
notice-body: BETWEEN: M/s. Karnataka Bank Ltd. ...Plaintiff And: Ms. Shaheen Begum and others ...Defendants SUMMONS TO THE DEFENDANT No.1 to 3 U/o. 5 RULE 20 OF CPC. Whereas the plaintiff has filed the above suit for recovery of Rs.4,68,396/-. You are hereby summoned to appear before the court on 23.03.2026 at 11.00 am. bbox=[479, 620, 584, 678]
government-emblem-icon bbox=[595, 539, 617, 561]
pwd-tender bbox=[237, 1038, 472, 1462]
notice-body: PETITIONERS: 1. SRI. NAGARAJAIAH, S/o. Narasimha, Aged about 50 years, R/at: Malur Taluk; 2. SMT. SHANTHAMMA; 3. SRI. VENKATESH ...Petitioners V/S The Thahasildar, Malur ...Respondent PUBLIC NOTICE The above named petitioners moved the petition for the issue of death certificate of late Narasimha. Any person having objection may appear before this Hon'ble court on 16-02-2026 at 11:00 AM. bbox=[127, 45, 230, 122]
kolar-banner: ಟೆಂಡರ್ ಪ್ರಕಟಣೆ bbox=[706, 575, 826, 591]
water-banner: ಅಲ್ಪಾವಧಿ ಟೆಂಡರ್ ಅಧಿಸೂಚನೆ bbox=[241, 818, 468, 832]
pwd-ref: ಸಂ/ಕಾ.ಇಂ/ಲೋ.ಇ/ಚಿ/ಇ-ಟೆಂ/2025-26/6406 bbox=[241, 1081, 361, 1090]
notice-body: BETWEEN: SMT. K. CHANDRAKALA ...PLAINTIFF AND: DR. MUNIYELLAPPA and others ...DEFENDANTS SUIT SUMMONS NOTICE OF DEFENDANT NO. 1 AND 3 UNDER ORDER 5 RULE 20 OF CPC. The plaintiff has filed the suit against the defendants for relief of partition. You are hereby directed to appear on 24/03/2026 at 11.00 A.M. bbox=[595, 262, 699, 320]
court-name: ಮಾನ್ಯ ಹಿರಿಯ ಸಿವಿಲ್ ನ್ಯಾಯಾಧೀಶರ ನ್ಯಾಯಾಲಯ bbox=[250, 475, 340, 481]
case-number: C Miss. No. 104/2026 bbox=[20, 266, 104, 275]
kw-banner: ಕೆಪಿಪಿ ಪೋರ್ಟಲ್ ಟೆಂಡರ್ ಪ್ರಕಟಣೆ bbox=[8, 1082, 230, 1097]
table-row bbox=[9, 823, 230, 841]
uf-company-name: United Foodbrands Limited bbox=[655, 1168, 877, 1188]
kw-indent bbox=[8, 1158, 230, 1181]
gp-ref: ಕ್ರ.ಸಂ.ಗ್ರಾಪಂ/01/2025-26 bbox=[8, 502, 80, 511]
notice-body: BETWEEN: And Ramesh S., and others ...RESPONDENTS NOTICE TO RESPONDENT No. 3 Ramesh S, S/o Siddalingaiah, No.28/6, 4th main Road, 2nd Block, Bengaluru 560 098. Whereas the above claim petition is filed by the Petitioner against You and Reliance General Insurance Co. Ltd for seeking compensation. You are hereby summoned to appear in this court on 07-03-2026 at 11:00 AM. bbox=[241, 59, 349, 130]
gram-panchayat-notice bbox=[4, 472, 234, 698]
uf-role: Chief Executive Officer & Whole time Director bbox=[597, 1477, 769, 1488]
uf-qr-text: Scan this QR Code for full Financial Results bbox=[867, 1461, 933, 1476]
water-email: ಇ-ಮೇಲ್: hphelpdesk.blr@intarvo.com bbox=[241, 921, 370, 930]
pwd-body: ಲೋಕೋಪಯೋಗಿ ಇಲಾಖೆ ಚಿಕ್ಕೋಡಿ ವಿಭಾಗದ ವ್ಯಾಪ್ತಿಯಲ್ಲಿ 2025-26 ನೇ ಸಾಲಿನ ರಸ್ತೆ ಕಾರ್ಯಕ್ರಮದ ಕಾಮಗಾರಿಗೆ ಕಾಮಗಾರಿಯ ಅಂದಾಜು ಮೊತ್ತ ರೂ. 74.40 ಲಕ್ಷ ಹಾಗೂ ಗರಿಷ್ಠ ಮೊತ್ತ ರೂ. 80.00 ಲಕ್ಷ ಇ-ಟೆಂಡರ್ ಮೂಲಕ ಆಹ್ವಾನಿಸಲಾಗಿದೆ. 1) ಟೆಂಡರ್ ನಮೂನೆ ಡೌನ್‌ಲೋಡ್ ದಿನಾಂಕ: 01-02-2026 (ಸಾಯಂಕಾಲ 5:30 ಗಂಟೆವರೆಗೆ). 2) ತಾಂತ್ರಿಕ ಬಿಡ್ ತೆರೆಯುವ ದಿನಾಂಕ: 13-02-2026 (ಸಾಯಂಕಾಲ 5:00 ಗಂಟೆವರೆಗೆ). 3) ಆರ್ಥಿಕ ಬಿಡ್ ತೆರೆಯುವ ದಿನಾಂಕ: 16-02-2026 (ಸಾಯಂಕಾಲ 4.30 ಗಂಟೆಗೆ). ಹೆಚ್ಚಿನ ವಿವರಗಳಿಗೆ kppp.karnataka.gov.in ಮತ್ತು www.kpwd.gov.in ವೆಬ್‌ಸೈಟ್ ನೋಡಬಹುದು. bbox=[241, 1110, 468, 1210]
notice-body: ಅರ್ಜಿದಾರರು ಈ ಮೇಲ್ಕಂಡ ಅರ್ಜಿಯನ್ನು ಮರಣ ಪ್ರಮಾಣ ಪತ್ರ ನೀಡಲು ಸಲ್ಲಿಸಿದ್ದು, ಯಾರಿಗಾದರೂ ಆಕ್ಷೇಪಣೆ ಇದ್ದಲ್ಲಿ ದಿನಾಂಕ 27.02.2026 ರಂದು ಬೆಳಿಗ್ಗೆ 11:00 ಗಂಟೆಗೆ ನ್ಯಾಯಾಲಯದ ಮುಂದೆ ಹಾಜರಾಗತಕ್ಕದ್ದು. bbox=[241, 595, 349, 621]
uf-for: For United Foodbrands Limited bbox=[597, 1445, 715, 1456]
uf-email: E-mail: compliance@barbequenation.com | Website: www.barbequenation.com bbox=[627, 1222, 905, 1231]
case-number: ಓ.ಎಸ್ ಸಂ: 7067/2025 bbox=[610, 30, 684, 39]
court-name: IN THE COURT OF THE ADDL. SENIOR CIVIL JUDGE AND CJM AT MYSURU bbox=[482, 324, 581, 343]
uf-for2: (Formerly known as Barbeque-Nation Hospitality Limited) bbox=[597, 1455, 813, 1466]
kw-date-row bbox=[8, 1072, 230, 1080]
bidar-title: ಕಾರ್ಯಪಾಲಕ ಅಭಿಯಂತರರ ಕಾರ್ಯಾಲಯ, bbox=[690, 862, 842, 875]
notice-body: Petitioner: 1. Lakshmamma, W/o Late Venkatesh, aged about 65 years, R/o Kenchanakuppe, Magadi Taluk. V/S Respondents: Tahasildar, Magadi Taluk NOTICE The above named petitioners moved the petition for obtaining death certificate. Any person having objection may appear before this court on 03.03.2026 at 11:00 AM. bbox=[241, 262, 349, 320]
table-header: ಹುದ್ದೆಯ ಹೆಸರು bbox=[22, 805, 79, 823]
table-header: ಕ್ರ ಸಂ bbox=[9, 805, 23, 823]
bidar-footer: ವಾ.ಸಾ.ಸಂ/ಇ/ಬೀದರ/317/ಕೆ.ಎಸ್.ಎಂ.ಸಿ.ಎ/2025-26 bbox=[595, 1059, 730, 1068]
table-header: ಹುದ್ದೆಗಳ ಸಂಖ್ಯೆ bbox=[80, 805, 110, 823]
pwd-office: ಕರ್ನಾಟಕ ಸರಕಾರ bbox=[334, 1042, 375, 1050]
notice-signature: By Order of the Court, Sheristedar, Prl. Civil Judge JMFC Court Anekal. R. Shiva Kumar, Advocate bbox=[596, 398, 699, 418]
notice-c2-malur bbox=[123, 20, 234, 234]
kolar-date: ದಿನಾಂಕ: 29.01.2026 bbox=[865, 564, 937, 573]
water-signature: ಕಾರ್ಯಪಾಲಕ ಅಭಿಯಂತರರು, ಕ.ನ.ನೀ.ಸ.ಮತ್ತು ಒ.ಮಂಡಳಿ, ನಿರ್ವಹಣಾ ವಿಭಾಗ, ಬೆಳ್ತಂಗಡಿ. bbox=[267, 929, 468, 938]
notice-signature: By order of the court, Chief Administrative officer, PRL District & Sessions Court at Kolar. N. MANJUNATH, Advocate bbox=[483, 1072, 584, 1098]
pwd-dept: (ಲೋಕೋಪಯೋಗಿ ಇಲಾಖೆ) bbox=[320, 1051, 389, 1060]
krishi-body: ಕೃಷಿ ಯೋಜನೆಯ ಕಾರ್ಯಕ್ರಮ ಅನುಷ್ಠಾನಕ್ಕೆ ಅರ್ಹ ಅಭ್ಯರ್ಥಿಗಳಿಂದ ಅರ್ಜಿಗಳನ್ನು ಆಹ್ವಾನಿಸಲಾಗಿದೆ. ಆಸಕ್ತ ಅಭ್ಯರ್ಥಿಗಳು ದಿನಾಂಕ 09.02.2026 ರೊಳಗೆ ಜಂಟಿ ಕೃಷಿ ನಿರ್ದೇಶಕರ ಕಚೇರಿ, ಬೆಂಗಳೂರು ದಕ್ಷಿಣ ಜಿಲ್ಲೆ ಇಲ್ಲಿಗೆ ನೇರವಾಗಿ ಸಲ್ಲಿಸಬಹುದಾಗಿದೆ. bbox=[8, 771, 230, 802]
gp-body: ಕರ್ನಾಟಕ ಸರ್ಕಾರದ ಅಧಿಸೂಚನೆ ಸಂ.ಗ್ರಾಅಪ 237 ಗ್ರಾಪಂಅ 2019 ದಿನಾಂಕ 19-09-2019 ರನ್ವಯ ಕರ್ನಾಟಕ ಗ್ರಾಮ ಸ್ವರಾಜ್ ಮತ್ತು ಪಂಚಾಯತ್ ರಾಜ್ ಅಧಿನಿಯಮ 1964 ಕಲಂ 95(2) ಮತ್ತು 95(7) ರ ಅನ್ವಯ ಕರ್ನಾಟಕ ಗ್ರಾಮ ಪಂಚಾಯತ್ (ಆಸ್ತಿ ತೆರಿಗೆ) ನಿಯಮಗಳು 1994 ರ ನಿಯಮ 167(1) ರಲ್ಲಿ ಪಡೆದಿರುವ ಅಧಿಕಾರದಂತೆ ಈ ಗ್ರಾಮ ಪಂಚಾಯಿತಿಯ ವ್ಯಾಪ್ತಿಯಲ್ಲಿ ಬರುವ Commercial-Educational ಉದ್ದೇಶಕ್ಕೆ ಬಳಸುವ ಜಾಗ ಮತ್ತು ಕಟ್ಟಡಗಳಿಗೆ ನಿಗದಿಪಡಿಸಲಾಗಿರುವ ತೆರಿಗೆ ದರಗಳನ್ನು ಪರಿಷ್ಕರಿಸಲು ಉದ್ದೇಶಿಸಲಾಗಿದೆ. ಆಕ್ಷೇಪಣೆಗಳು ಇದ್ದಲ್ಲಿ ಈ ಪ್ರಕಟಣೆ ಹೊರಡಿಸಿದ 15 ದಿನಗಳ ಒಳಗಾಗಿ ಲಿಖಿತವಾಗಿ ಸಲ್ಲಿಸಬಹುದು. bbox=[8, 533, 230, 622]
kolar-subtitle: (ಸ್ಟ್ಯಾಂಡರ್ಡ್ ಟೆಂಡರ್ ಡಾಕ್ಯುಮೆಂಟ್ ನಿಬಂಧನೆಗಳಿಗೆ ಒಳಪಟ್ಟು ಇ-ಟೆಂಡರ್ ಮುಖಾಂತರ ಟೆಂಡರ್ ಆಹ್ವಾನಿಸಲಾಗಿದೆ) bbox=[626, 592, 906, 602]
uf-cin: CIN: L55101KA2006PLC073031 bbox=[711, 1197, 821, 1206]
notice-body: ವಾದಿ: ಶ್ರೀ ಎಂ. ರಾಮಯ್ಯ ಬಿನ್ ಲೇಟ್ ಮುನಿಯಪ್ಪ, ಪ್ರತಿವಾದಿ: ಶ್ರೀ ಕೆ. ಶ್ರೀನಿವಾಸ್ ಮತ್ತು ಇತರರು. ಪ್ರತಿವಾದಿಗಳಿಗೆ ಈ ಮೂಲಕ ತಿಳಿಯಪಡಿಸುವುದೇನೆಂದರೆ, ವಾದಿಯು ಈ ಮೇಲ್ಕಂಡ ದಾವೆಯನ್ನು ಹೂಡಿದ್ದು ತಾವು ದಿನಾಂಕ 24.03.2026 ರಂದು ಬೆಳಿಗ್ಗೆ 11:00 ಗಂಟೆಗೆ ಖುದ್ದಾಗಿ ಅಥವಾ ವಕೀಲರ ಮೂಲಕ ಹಾಜರಾಗತಕ್ಕದ್ದು. bbox=[241, 556, 349, 595]
notice-signature: ನ್ಯಾಯಾಲಯದ ಆದೇಶದ ಮೇರೆಗೆ, ಶಿರಸ್ತೇದಾರರು bbox=[616, 104, 699, 111]
table-cell: 1 bbox=[9, 823, 23, 841]
bidar-ref: ಕಾ: ಕಾಅ/ಪಂರಾಇ/ಇಂಜಿ/ಬೀದರ-2/2025-26/2146 bbox=[595, 888, 734, 897]
gp-ref-row bbox=[8, 504, 230, 512]
bidar-ref-row bbox=[595, 889, 937, 898]
paper-notice-place: Place: Pavagada bbox=[830, 274, 873, 281]
notice-body: BETWEEN: Smt. K. Sulochana ...Petitioner AND : Nil ...Respondent PUBLIC NOTICE Whereas the above name petitioner have filed the Grant of Succession Certificate in respect of the Assets. Any person having objection may appear before this court on 27.02.2026 at 11.00 clock. bbox=[712, 268, 819, 320]
uf-signoff bbox=[597, 1445, 812, 1519]
notice-body: ವಾದಿ: ಶ್ರೀ ಎಂ. ರಾಮಯ್ಯ ಬಿನ್ ಲೇಟ್ ಮುನಿಯಪ್ಪ, ಪ್ರತಿವಾದಿ: ಶ್ರೀ ಕೆ. ಶ್ರೀನಿವಾಸ್ ಮತ್ತು ಇತರರು. ಪ್ರತಿವಾದಿಗಳಿಗೆ ಈ ಮೂಲಕ ತಿಳಿಯಪಡಿಸುವುದೇನೆಂದರೆ, ವಾದಿಯು ಈ ಮೇಲ್ಕಂಡ ದಾವೆಯನ್ನು ಹೂಡಿದ್ದು ತಾವು ದಿನಾಂಕ 24.03.2026 ರಂದು ಬೆಳಿಗ್ಗೆ 11:00 ಗಂಟೆಗೆ ಖುದ್ದಾಗಿ ಅಥವಾ ವಕೀಲರ ಮೂಲಕ ಹಾಜರಾಗತಕ್ಕದ್ದು. bbox=[479, 523, 584, 562]
kw-signature: ಸಹಿ/- ಕಾರ್ಯನಿರ್ವಾಹಕ ಇಂಜಿನಿಯರ್, ಪಂಚಾಯತ್ ರಾಜ್ ಇಂಜಿನಿಯರಿಂಗ್ ವಿಭಾಗ, ಗದಗ. bbox=[31, 1268, 230, 1277]
notice-body: ಅರ್ಜಿದಾರರು ಈ ಮೇಲ್ಕಂಡ ಅರ್ಜಿಯನ್ನು ಮರಣ ಪ್ರಮಾಣ ಪತ್ರ ನೀಡಲು ಸಲ್ಲಿಸಿದ್ದು, ಯಾರಿಗಾದರೂ ಆಕ್ಷೇಪಣೆ ಇದ್ದಲ್ಲಿ ದಿನಾಂಕ 27.02.2026 ರಂದು ಬೆಳಿಗ್ಗೆ 11:00 ಗಂಟೆಗೆ ನ್ಯಾಯಾಲಯದ ಮುಂದೆ ಹಾಜರಾಗತಕ್ಕದ್ದು. bbox=[479, 497, 584, 523]
case-number: CMC. NO. 374/2025. bbox=[492, 46, 571, 55]
